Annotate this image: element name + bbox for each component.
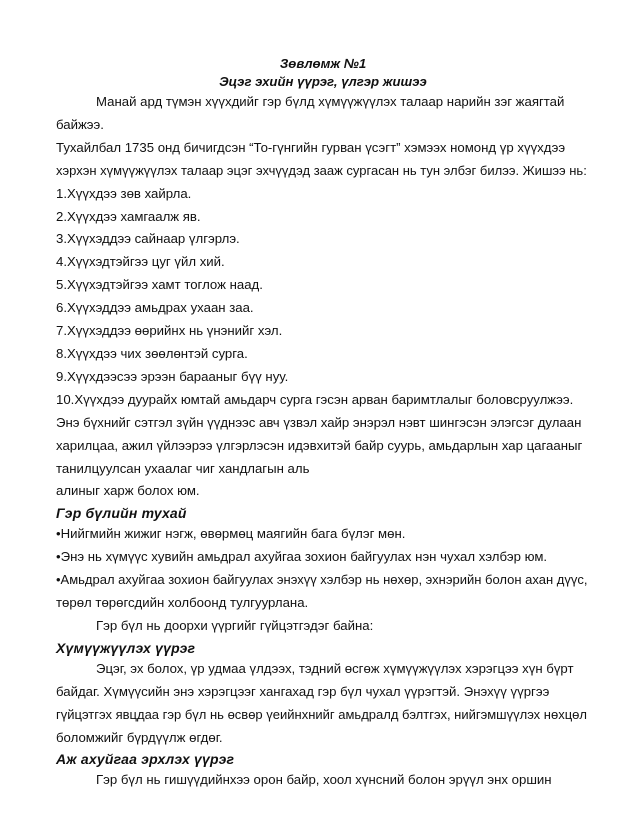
advice-item: 8.Хүүхдээ чих зөөлөнтэй сурга. [56, 345, 248, 361]
advice-item: 3.Хүүхэддээ сайнаар үлгэрлэ. [56, 231, 240, 247]
advice-item: 2.Хүүхдээ хамгаалж яв. [56, 208, 201, 224]
household-heading: Аж ахуйгаа эрхлэх үүрэг [56, 751, 235, 768]
family-bullet: •Амьдрал ахуйгаа зохион байгуулах энэхүү хэлбэр нь нөхөр, эхнэрийн болон ахан дүүс, [56, 572, 588, 588]
intro-p1-line2: байжээ. [56, 116, 104, 132]
family-heading: Гэр бүлийн тухай [56, 505, 187, 522]
household-section [56, 749, 590, 792]
document-body [56, 55, 590, 792]
summary-line: танилцуулсан ухаалаг чиг хандлагын аль [56, 460, 310, 476]
family-section [56, 503, 590, 638]
family-lead: Гэр бүл нь доорхи үүргийг гүйцэтгэдэг байна: [96, 617, 374, 633]
advice-item: 9.Хүүхдээсээ эрээн барааныг бүү нуу. [56, 368, 289, 384]
advice-item: 6.Хүүхэддээ амьдрах ухаан заа. [56, 300, 254, 316]
summary-paragraph [56, 412, 590, 504]
title-line-1: Зөвлөмж №1 [279, 56, 367, 71]
intro-p2-line2: хэрхэн хүмүүжүүлэх талаар эцэг эхчүүдэд зааж сургасан нь тун элбэг билээ. Жишээ нь: [56, 162, 587, 178]
intro-p2-line1: Тухайлбал 1735 онд бичигдсэн “То-гүнгийн гурван үсэгт” хэмээх номонд үр хүүхдээ [56, 139, 566, 155]
advice-item: 1.Хүүхдээ зөв хайрла. [56, 185, 192, 201]
upbringing-line: байдаг. Хүмүүсийн энэ хэрэгцээг хангахад гэр бүл чухал үүрэгтэй. Энэхүү үүргээ [56, 683, 550, 699]
upbringing-line: боломжийг бүрдүүлж өгдөг. [56, 729, 223, 745]
advice-item: 4.Хүүхэдтэйгээ цуг үйл хий. [56, 254, 225, 270]
upbringing-line: Эцэг, эх болох, үр удмаа үлдээх, тэдний өсгөж хүмүүжүүлэх хэрэгцээ хүн бүрт [96, 660, 574, 676]
advice-list [56, 183, 590, 412]
family-bullet: •Энэ нь хүмүүс хувийн амьдрал ахуйгаа зохион байгуулах нэн чухал хэлбэр юм. [56, 549, 548, 565]
summary-line: харилцаа, ажил үйлээрээ үлгэрлэсэн идэвхитэй байр суурь, амьдарлын хар цагааныг [56, 437, 583, 453]
upbringing-heading: Хүмүүжүүлэх үүрэг [56, 639, 196, 656]
summary-line: алиныг харж болох юм. [56, 483, 200, 499]
summary-line: Энэ бүхнийг сэтгэл зүйн үүднээс авч үзвэл хайр энэрэл нэвт шингэсэн элэгсэг дулаан [56, 414, 582, 430]
intro-paragraph-1 [56, 91, 590, 137]
upbringing-line: гүйцэтгэх явцдаа гэр бүл нь өсвөр үеийнхнийг амьдралд бэлтгэх, нийгэмшүүлэх нөхцөл [56, 706, 587, 722]
family-bullet: •Нийгмийн жижиг нэгж, өвөрмөц маягийн бага бүлэг мөн. [56, 526, 406, 542]
upbringing-section [56, 638, 590, 750]
intro-p1-line1: Манай ард түмэн хүүхдийг гэр бүлд хүмүүжүүлэх талаар нарийн зэг жаягтай [96, 94, 565, 109]
family-bullet-continuation: төрөл төрөгсдийн холбоонд тулгуурлана. [56, 595, 309, 611]
advice-item: 7.Хүүхэддээ өөрийнх нь үнэнийг хэл. [56, 323, 283, 339]
title-line-2: Эцэг эхийн үүрэг, үлгэр жишээ [219, 74, 427, 89]
household-line: Гэр бүл нь гишүүдийнхээ орон байр, хоол хүнсний болон эрүүл энх оршин [96, 772, 552, 788]
intro-paragraph-2 [56, 137, 590, 183]
document-title [56, 55, 590, 91]
advice-item: 5.Хүүхэдтэйгээ хамт тоглож наад. [56, 277, 263, 293]
advice-item: 10.Хүүхдээ дуурайх юмтай амьдарч сурга гэсэн арван баримтлалыг боловсруулжээ. [56, 391, 574, 407]
